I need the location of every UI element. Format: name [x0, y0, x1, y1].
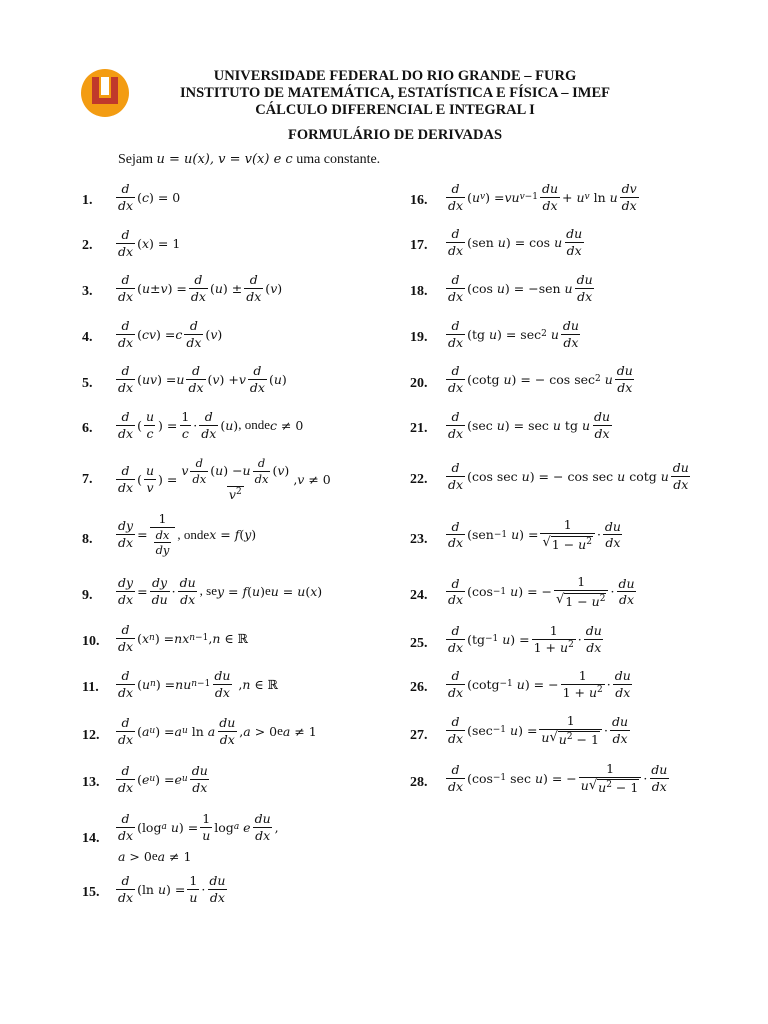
formula-5: d dx ( uv ) = u d dx ( v ) + v d dx ( u ) — [118, 363, 287, 395]
formula-19: d dx (tg u ) = sec 2 u du dx — [448, 318, 579, 350]
furg-logo-icon — [80, 68, 130, 118]
formula-number: 27. — [410, 728, 428, 743]
formula-number: 6. — [82, 421, 93, 436]
formula-14-condition: a > 0 e a ≠ 1 — [118, 848, 192, 864]
formula-6: d dx ( u c ) = 1 c · d dx ( u ) , onde c ≠ 0 — [118, 409, 304, 441]
formula-25: d dx (tg −1 u ) = 1 $1 + u^2$ · du dx — [448, 623, 602, 655]
formula-number: 10. — [82, 634, 100, 649]
formula-16: d dx ( u v ) = vu v−1 du dx + u v ln u dv dx — [448, 181, 637, 213]
formula-22: d dx (cos sec u ) = − cos sec u cotg u du dx — [448, 460, 689, 492]
formula-2: d dx ( x ) = 1 — [118, 227, 181, 259]
formula-17: d dx (sen u ) = cos u du dx — [448, 226, 583, 258]
formula-23: d dx (sen −1 u ) = 1 √ $1 - u^2$ · du dx — [448, 517, 621, 552]
formula-number: 24. — [410, 588, 428, 603]
formula-18: d dx (cos u ) = −sen u du dx — [448, 272, 593, 304]
formula-7: d dx ( u v ) = v d dx ( u ) − u d dx ( v ) $v^2$ , v ≠ 0 — [118, 456, 331, 503]
formula-9: dy dx = dy du · du dx , se y = f ( u ) e u = u ( x ) — [118, 575, 323, 607]
formula-number: 9. — [82, 588, 93, 603]
formula-number: 7. — [82, 472, 93, 487]
page-title: FORMULÁRIO DE DERIVADAS — [287, 127, 503, 143]
formula-number: 8. — [82, 532, 93, 547]
formula-number: 25. — [410, 636, 428, 651]
institute-name: INSTITUTO DE MATEMÁTICA, ESTATÍSTICA E FÍSICA – IMEF — [180, 85, 610, 101]
formula-26: d dx (cotg −1 u ) = − 1 $1 + u^2$ · du dx — [448, 668, 631, 700]
formula-number: 12. — [82, 728, 100, 743]
formula-number: 19. — [410, 330, 428, 345]
formula-number: 15. — [82, 885, 100, 900]
formula-28: d dx (cos −1 sec u ) = − 1 u √ $u^2 - 1$ · du dx — [448, 761, 668, 795]
formula-number: 26. — [410, 680, 428, 695]
formula-3: d dx ( u ± v ) = d dx ( u ) ± d dx ( v ) — [118, 272, 283, 304]
formula-11: d dx ( u n ) = nu n−1 du dx , n ∈ ℝ — [118, 668, 278, 700]
formula-number: 28. — [410, 775, 428, 790]
formula-number: 3. — [82, 284, 93, 299]
formula-27: d dx (sec −1 u ) = 1 u √ $u^2 - 1$ · du dx — [448, 713, 628, 747]
formula-12: d dx ( a u ) = a u ln a du dx , a > 0 e a ≠ 1 — [118, 715, 317, 747]
formula-14: d dx (log a u ) = 1 u log a e du dx , — [118, 811, 279, 843]
formula-13: d dx ( e u ) = e u du dx — [118, 763, 208, 795]
formula-number: 2. — [82, 238, 93, 253]
formula-number: 11. — [82, 680, 99, 695]
formula-number: 21. — [410, 421, 428, 436]
formula-number: 23. — [410, 532, 428, 547]
formula-15: d dx (ln u ) = 1 u · du dx — [118, 873, 226, 905]
formula-10: d dx ( x n ) = nx n−1 , n ∈ ℝ — [118, 622, 248, 654]
formula-1: d dx ( c ) = 0 — [118, 181, 181, 213]
formula-number: 4. — [82, 330, 93, 345]
formula-number: 18. — [410, 284, 428, 299]
formula-number: 17. — [410, 238, 428, 253]
formula-20: d dx (cotg u ) = − cos sec 2 u du dx — [448, 363, 633, 395]
course-name: CÁLCULO DIFERENCIAL E INTEGRAL I — [255, 102, 535, 118]
formula-number: 14. — [82, 831, 100, 846]
formula-number: 1. — [82, 193, 93, 208]
formula-number: 20. — [410, 376, 428, 391]
formula-8: dy dx = 1 $\frac{dx}{dy}$ , onde x = f ( y ) — [118, 511, 257, 558]
formula-number: 13. — [82, 775, 100, 790]
formula-4: d dx ( cv ) = c d dx ( v ) — [118, 318, 223, 350]
formula-24: d dx (cos −1 u ) = − 1 √ $1 - u^2$ · du dx — [448, 574, 635, 609]
formula-21: d dx (sec u ) = sec u tg u du dx — [448, 409, 611, 441]
formula-number: 22. — [410, 472, 428, 487]
formula-number: 16. — [410, 193, 428, 208]
intro-text: Sejam u = u(x), v = v(x) e c uma constante. — [118, 152, 381, 167]
university-name: UNIVERSIDADE FEDERAL DO RIO GRANDE – FURG — [213, 68, 577, 84]
formula-number: 5. — [82, 376, 93, 391]
